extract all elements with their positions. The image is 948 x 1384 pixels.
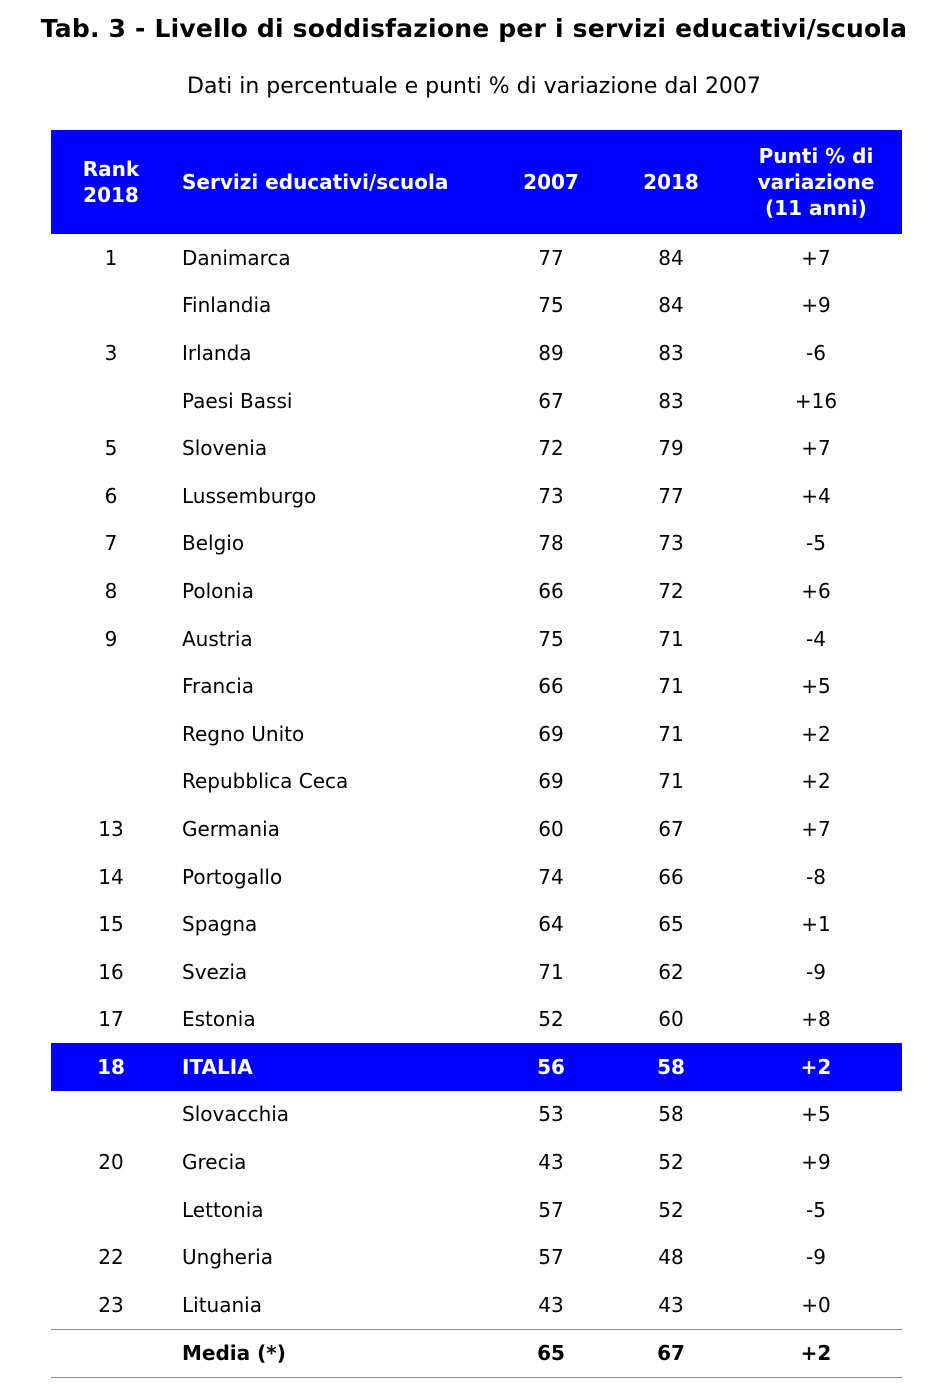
cell-2007: 64 <box>538 912 564 937</box>
cell-country: Lussemburgo <box>182 483 317 508</box>
cell-country: Slovenia <box>182 436 268 461</box>
cell-2018: 43 <box>658 1292 684 1317</box>
cell-2018: 83 <box>658 340 684 365</box>
cell-2007: 78 <box>538 531 564 556</box>
cell-2007: 67 <box>538 388 564 413</box>
cell-rank: 13 <box>98 816 124 841</box>
cell-country: Repubblica Ceca <box>182 769 349 794</box>
cell-2018: 84 <box>658 245 684 270</box>
cell-variation: +9 <box>801 293 831 318</box>
cell-country: Austria <box>182 626 253 651</box>
footer-rank <box>51 1330 171 1377</box>
cell-rank <box>51 1186 171 1234</box>
cell-variation: +7 <box>801 245 831 270</box>
cell-rank <box>51 1091 171 1139</box>
header-2007-text: 2007 <box>523 170 579 194</box>
cell-2018: 52 <box>658 1197 684 1222</box>
cell-rank: 8 <box>104 578 118 603</box>
table-row <box>51 1233 902 1281</box>
cell-2018: 66 <box>658 864 684 889</box>
header-variation <box>751 130 881 234</box>
cell-country: Regno Unito <box>182 721 305 746</box>
header-2018 <box>611 130 731 234</box>
cell-rank: 6 <box>104 483 118 508</box>
cell-2007: 73 <box>538 483 564 508</box>
table-row <box>51 948 902 996</box>
table-row <box>51 472 902 520</box>
cell-2007: 77 <box>538 245 564 270</box>
cell-country: Paesi Bassi <box>182 388 293 413</box>
table-row <box>51 1138 902 1186</box>
cell-rank: 5 <box>104 436 118 461</box>
cell-2018: 52 <box>658 1150 684 1175</box>
cell-2007: 60 <box>538 816 564 841</box>
cell-2018: 60 <box>658 1007 684 1032</box>
table-subtitle: Dati in percentuale e punti % di variazione dal 2007 <box>187 74 761 99</box>
cell-variation: +9 <box>801 1150 831 1175</box>
cell-rank <box>51 710 171 758</box>
cell-variation: -5 <box>806 1197 826 1222</box>
cell-country: ITALIA <box>182 1054 253 1079</box>
cell-variation: -4 <box>806 626 826 651</box>
cell-rank: 23 <box>98 1292 124 1317</box>
cell-2018: 62 <box>658 959 684 984</box>
cell-2007: 57 <box>538 1245 564 1270</box>
cell-country: Ungheria <box>182 1245 274 1270</box>
cell-variation: +2 <box>801 769 831 794</box>
cell-2007: 66 <box>538 674 564 699</box>
cell-2018: 71 <box>658 769 684 794</box>
table-body <box>51 234 902 1329</box>
cell-country: Lettonia <box>182 1197 264 1222</box>
table-row <box>51 805 902 853</box>
cell-2018: 48 <box>658 1245 684 1270</box>
cell-2018: 84 <box>658 293 684 318</box>
cell-rank: 20 <box>98 1150 124 1175</box>
cell-variation: +0 <box>801 1292 831 1317</box>
cell-2018: 67 <box>658 816 684 841</box>
cell-country: Polonia <box>182 578 254 603</box>
cell-country: Finlandia <box>182 293 272 318</box>
footer-2018: 67 <box>657 1341 685 1366</box>
table-row <box>51 282 902 330</box>
table-row <box>51 758 902 806</box>
cell-variation: +5 <box>801 674 831 699</box>
cell-2018: 77 <box>658 483 684 508</box>
cell-2007: 57 <box>538 1197 564 1222</box>
header-name <box>182 130 512 234</box>
footer-variation: +2 <box>800 1341 832 1366</box>
table-row <box>51 234 902 282</box>
table-row <box>51 567 902 615</box>
footer-2007: 65 <box>537 1341 565 1366</box>
cell-2018: 58 <box>657 1054 685 1079</box>
cell-variation: -5 <box>806 531 826 556</box>
cell-country: Slovacchia <box>182 1102 290 1127</box>
cell-2018: 58 <box>658 1102 684 1127</box>
cell-rank: 9 <box>104 626 118 651</box>
cell-2007: 43 <box>538 1292 564 1317</box>
table-row <box>51 377 902 425</box>
cell-2018: 72 <box>658 578 684 603</box>
cell-2018: 71 <box>658 721 684 746</box>
cell-2018: 83 <box>658 388 684 413</box>
cell-country: Lituania <box>182 1292 262 1317</box>
cell-country: Germania <box>182 816 280 841</box>
cell-rank: 22 <box>98 1245 124 1270</box>
table-row <box>51 710 902 758</box>
cell-variation: -9 <box>806 1245 826 1270</box>
header-rank-text: Rank 2018 <box>82 157 140 207</box>
cell-variation: +6 <box>801 578 831 603</box>
cell-variation: -8 <box>806 864 826 889</box>
cell-variation: +16 <box>794 388 838 413</box>
cell-country: Svezia <box>182 959 248 984</box>
satisfaction-table <box>51 130 902 1378</box>
cell-rank <box>51 282 171 330</box>
footer-name: Media (*) <box>182 1341 286 1366</box>
cell-variation: +2 <box>801 721 831 746</box>
cell-variation: -9 <box>806 959 826 984</box>
cell-2018: 65 <box>658 912 684 937</box>
header-2007 <box>491 130 611 234</box>
cell-2018: 79 <box>658 436 684 461</box>
cell-2007: 56 <box>537 1054 565 1079</box>
cell-country: Grecia <box>182 1150 247 1175</box>
table-row-highlight <box>51 1043 902 1091</box>
cell-2007: 72 <box>538 436 564 461</box>
cell-2007: 71 <box>538 959 564 984</box>
cell-rank: 14 <box>98 864 124 889</box>
cell-2007: 52 <box>538 1007 564 1032</box>
cell-rank: 16 <box>98 959 124 984</box>
table-row <box>51 520 902 568</box>
table-header <box>51 130 902 234</box>
table-row <box>51 996 902 1044</box>
cell-rank: 1 <box>104 245 118 270</box>
cell-2007: 69 <box>538 769 564 794</box>
cell-country: Spagna <box>182 912 258 937</box>
table-row <box>51 424 902 472</box>
cell-2007: 89 <box>538 340 564 365</box>
table-title: Tab. 3 - Livello di soddisfazione per i servizi educativi/scuola <box>40 14 908 43</box>
cell-country: Estonia <box>182 1007 256 1032</box>
cell-country: Belgio <box>182 531 245 556</box>
header-variation-text: Punti % di variazione (11 anni) <box>757 144 875 220</box>
cell-2007: 69 <box>538 721 564 746</box>
table-row <box>51 615 902 663</box>
cell-2018: 71 <box>658 626 684 651</box>
table-row <box>51 1186 902 1234</box>
cell-variation: +5 <box>801 1102 831 1127</box>
cell-rank: 3 <box>104 340 118 365</box>
bottom-divider <box>51 1377 902 1378</box>
table-row <box>51 900 902 948</box>
cell-2007: 75 <box>538 626 564 651</box>
cell-variation: -6 <box>806 340 826 365</box>
cell-variation: +7 <box>801 436 831 461</box>
cell-rank <box>51 758 171 806</box>
cell-rank: 7 <box>104 531 118 556</box>
cell-2007: 74 <box>538 864 564 889</box>
cell-2007: 43 <box>538 1150 564 1175</box>
cell-2018: 73 <box>658 531 684 556</box>
cell-variation: +2 <box>800 1054 832 1079</box>
cell-2007: 53 <box>538 1102 564 1127</box>
cell-country: Portogallo <box>182 864 283 889</box>
cell-variation: +1 <box>801 912 831 937</box>
table-row <box>51 329 902 377</box>
cell-2018: 71 <box>658 674 684 699</box>
header-rank <box>51 130 171 234</box>
header-2018-text: 2018 <box>643 170 699 194</box>
table-row <box>51 853 902 901</box>
cell-country: Francia <box>182 674 255 699</box>
header-name-text: Servizi educativi/scuola <box>182 170 449 194</box>
cell-variation: +8 <box>801 1007 831 1032</box>
cell-rank <box>51 377 171 425</box>
cell-variation: +7 <box>801 816 831 841</box>
table-row <box>51 662 902 710</box>
cell-variation: +4 <box>801 483 831 508</box>
table-footer-row <box>51 1330 902 1377</box>
cell-rank: 17 <box>98 1007 124 1032</box>
cell-2007: 66 <box>538 578 564 603</box>
table-row <box>51 1091 902 1139</box>
cell-2007: 75 <box>538 293 564 318</box>
cell-rank: 18 <box>97 1054 125 1079</box>
cell-rank <box>51 662 171 710</box>
cell-rank: 15 <box>98 912 124 937</box>
cell-country: Irlanda <box>182 340 252 365</box>
cell-country: Danimarca <box>182 245 291 270</box>
table-row <box>51 1281 902 1329</box>
